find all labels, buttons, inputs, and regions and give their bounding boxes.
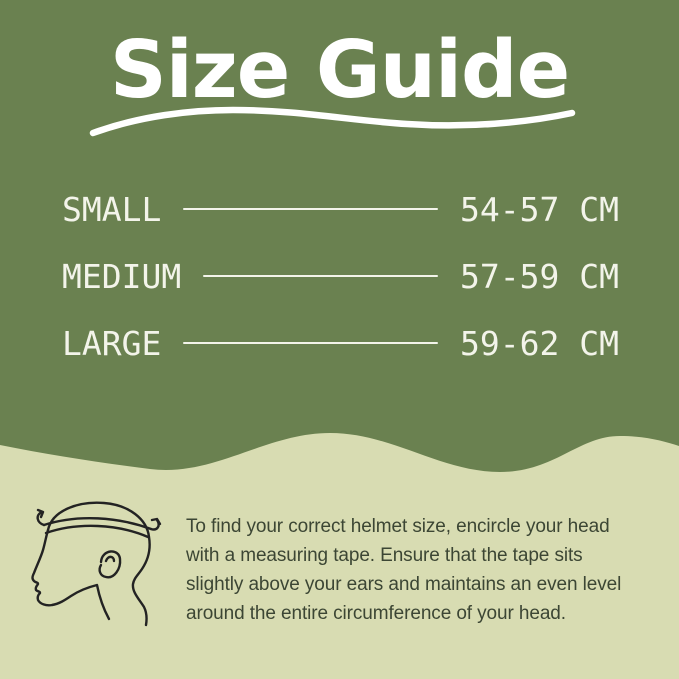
instructions-line-3: slightly above your ears and maintains an even level [186,574,622,595]
size-label: SMALL [62,189,162,229]
size-value: 59-62 CM [460,323,619,363]
size-row-line [183,342,438,344]
size-row-line [203,275,438,277]
size-label: LARGE [62,323,162,363]
size-table [62,181,619,382]
page-title: Size Guide [109,24,570,116]
size-value: 54-57 CM [460,189,619,229]
size-value: 57-59 CM [460,256,619,296]
instructions-line-2: with a measuring tape. Ensure that the tape sits [186,545,583,566]
instructions-text [186,512,646,628]
size-row-line [183,208,438,210]
instructions-line-4: around the entire circumference of your head. [186,603,566,624]
size-row-small [62,181,619,237]
size-row-medium [62,248,619,304]
size-row-large [62,315,619,371]
size-label: MEDIUM [62,256,182,296]
measuring-instructions-section [0,425,679,679]
title-underline-swoosh-icon [85,103,580,141]
instructions-line-1: To find your correct helmet size, encircle your head [186,516,610,537]
head-measuring-tape-icon [30,498,170,638]
